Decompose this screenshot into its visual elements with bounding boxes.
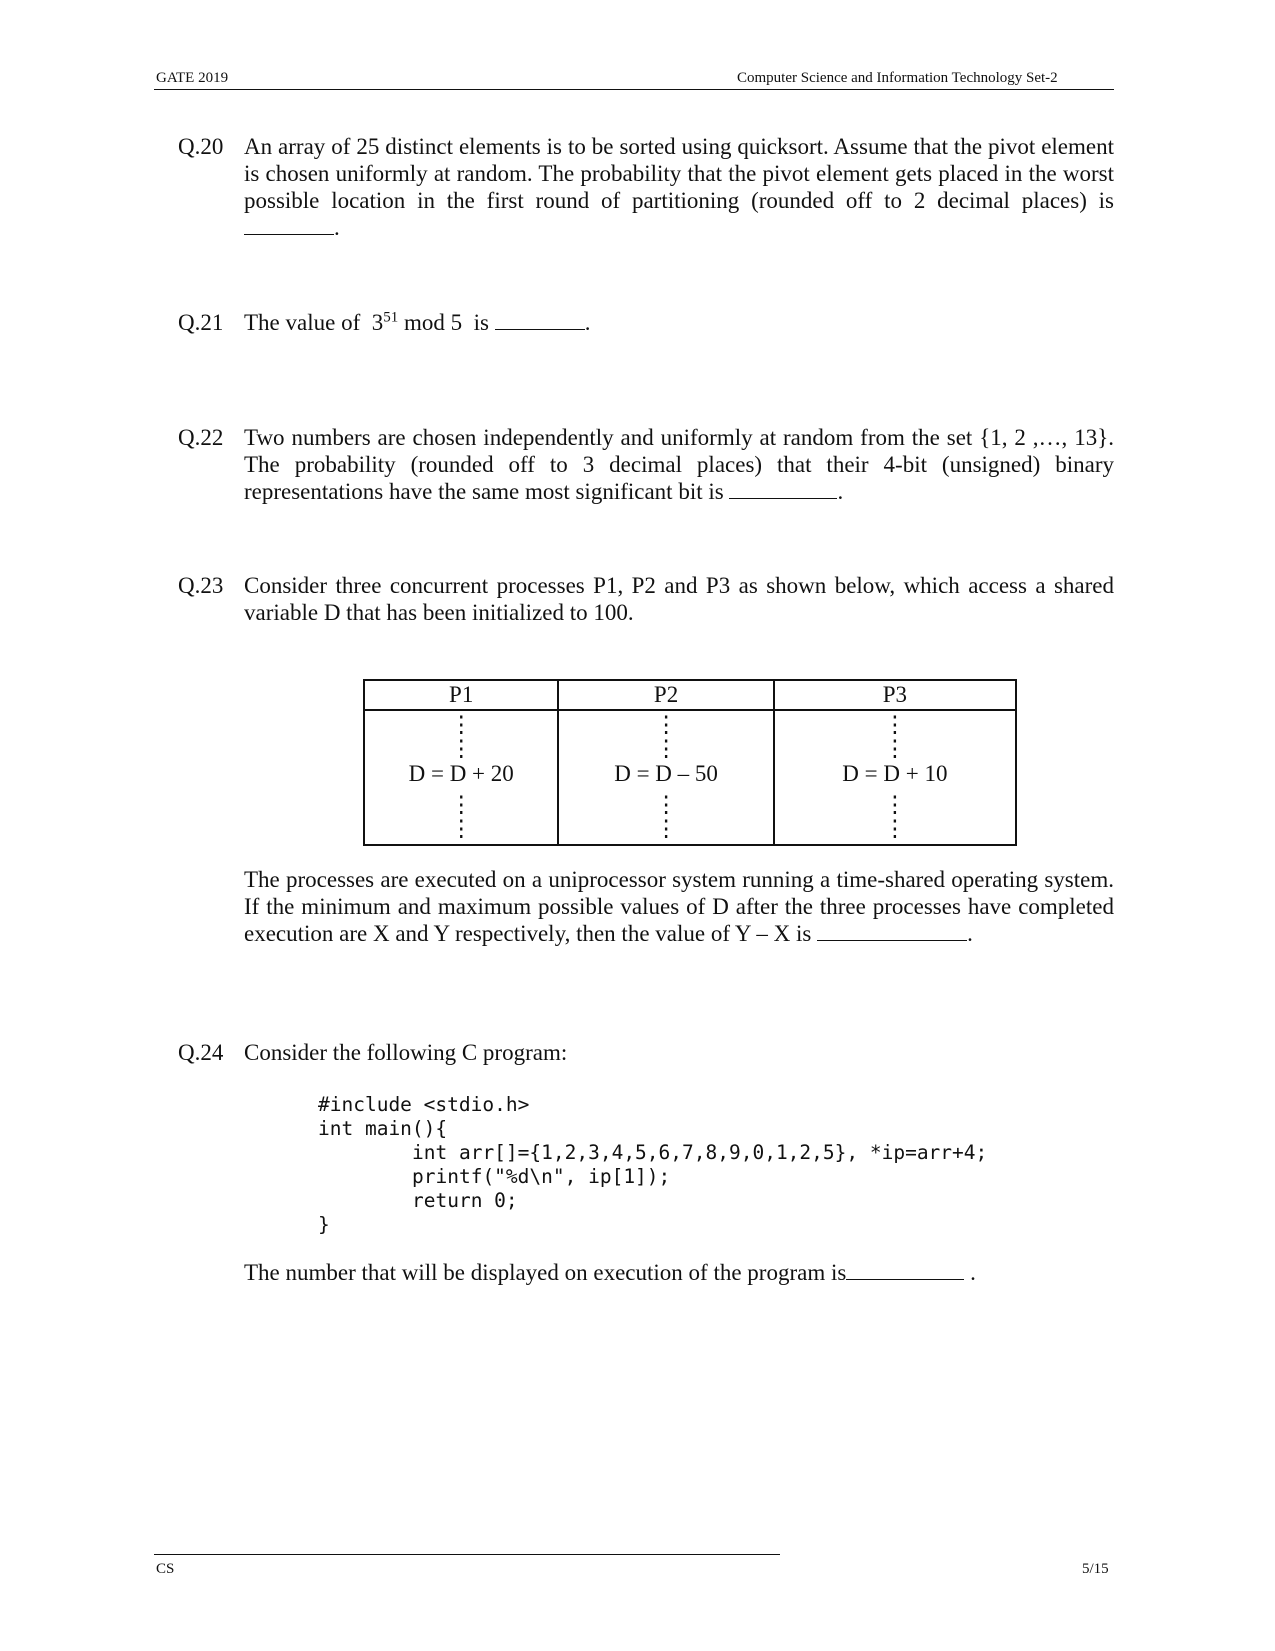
q21-answer-blank xyxy=(495,311,585,330)
process-table-header-row xyxy=(364,680,1016,710)
process-table xyxy=(363,679,1017,846)
q21-prefix: The value of xyxy=(244,310,361,335)
q21-exponent: 51 xyxy=(383,309,399,326)
q24-intro: Consider the following C program: xyxy=(244,1040,568,1065)
process-header-p3: P3 xyxy=(774,680,1016,710)
q20-text: An array of 25 distinct elements is to be sorted using quicksort. Assume that the pivot element is chosen uniformly at random. The probability that the pivot element gets placed in the worst possible location in the first round of partitioning (rounded off to 2 decimal places) is . xyxy=(244,134,1114,240)
q21-base: 3 xyxy=(371,310,384,335)
ellipsis-mark: ⋮ xyxy=(883,816,907,841)
q20-number: Q.20 xyxy=(178,134,224,159)
q22-answer-blank xyxy=(729,480,837,499)
q20-answer-blank xyxy=(244,216,334,235)
q23-text: The processes are executed on a uniprocessor system running a time-shared operating system. If the minimum and maximum possible values of D after the three processes have completed execution are X and Y respectively, then the value of Y – X is . xyxy=(244,867,1114,946)
footer-page-number: 5/15 xyxy=(1082,1561,1109,1577)
ellipsis-mark: ⋮ xyxy=(654,792,678,817)
q21-suffix: mod 5 is xyxy=(403,310,489,335)
q23-answer-blank xyxy=(817,922,967,941)
code-line: int main(){ xyxy=(318,1117,448,1140)
process-cell-p3 xyxy=(774,710,1016,845)
q23-number: Q.23 xyxy=(178,573,224,598)
code-line: return 0; xyxy=(412,1189,518,1212)
code-line: } xyxy=(318,1213,330,1236)
ellipsis-mark: ⋮ xyxy=(449,712,473,737)
code-line: int arr[]={1,2,3,4,5,6,7,8,9,0,1,2,5}, *ip=arr+4; xyxy=(412,1141,988,1164)
q21-text: The value of $3^{51}$ mod 5 is . xyxy=(244,309,591,335)
footer-divider xyxy=(154,1554,780,1555)
ellipsis-mark: ⋮ xyxy=(449,816,473,841)
code-line: printf("%d\n", ip[1]); xyxy=(412,1165,671,1188)
ellipsis-mark: ⋮ xyxy=(883,712,907,737)
q22-number: Q.22 xyxy=(178,425,224,450)
q24-question: The number that will be displayed on execution of the program is xyxy=(244,1260,847,1285)
c-program-code xyxy=(318,1093,987,1237)
ellipsis-mark: ⋮ xyxy=(654,736,678,761)
footer-subject-code: CS xyxy=(156,1561,175,1577)
process-statement-p2: D = D – 50 xyxy=(614,761,718,786)
ellipsis-mark: ⋮ xyxy=(883,792,907,817)
header-exam-name: GATE 2019 xyxy=(156,70,229,86)
q20-question: An array of 25 distinct elements is to be sorted using quicksort. Assume that the pivot element is chosen uniformly at random. The probability that the pivot element gets placed in the worst possible location in the first round of partitioning (rounded off to 2 decimal places) is xyxy=(244,134,1114,213)
q22-question: Two numbers are chosen independently and uniformly at random from the set {1, 2 ,…, 13}. The probability (rounded off to 3 decimal places) that their 4-bit (unsigned) binary representations have the same most significant bit is xyxy=(244,425,1114,504)
process-statement-p1: D = D + 20 xyxy=(408,761,514,786)
q21-number: Q.21 xyxy=(178,310,224,335)
ellipsis-mark: ⋮ xyxy=(449,736,473,761)
process-cell-p2 xyxy=(558,710,773,845)
header-paper-title: Computer Science and Information Technology Set-2 xyxy=(737,70,1058,86)
code-line: #include <stdio.h> xyxy=(318,1093,530,1116)
q24-answer-blank xyxy=(846,1261,964,1280)
ellipsis-mark: ⋮ xyxy=(654,712,678,737)
q24-text: The number that will be displayed on execution of the program is . xyxy=(244,1260,976,1285)
ellipsis-mark: ⋮ xyxy=(883,736,907,761)
process-header-p1: P1 xyxy=(364,680,558,710)
process-header-p2: P2 xyxy=(558,680,773,710)
header-divider xyxy=(154,89,1114,90)
q23-question: The processes are executed on a uniprocessor system running a time-shared operating system. If the minimum and maximum possible values of D after the three processes have completed execution are X and Y respectively, then the value of Y – X is xyxy=(244,867,1114,946)
q23-intro: Consider three concurrent processes P1, P2 and P3 as shown below, which access a shared variable D that has been initialized to 100. xyxy=(244,573,1114,625)
ellipsis-mark: ⋮ xyxy=(449,792,473,817)
q22-text: Two numbers are chosen independently and uniformly at random from the set {1, 2 ,…, 13}. The probability (rounded off to 3 decimal places) that their 4-bit (unsigned) binary representations have the same most significant bit is . xyxy=(244,425,1114,504)
process-statement-p3: D = D + 10 xyxy=(842,761,948,786)
process-table-body-row xyxy=(364,710,1016,845)
process-cell-p1 xyxy=(364,710,558,845)
q24-number: Q.24 xyxy=(178,1040,224,1065)
ellipsis-mark: ⋮ xyxy=(654,816,678,841)
